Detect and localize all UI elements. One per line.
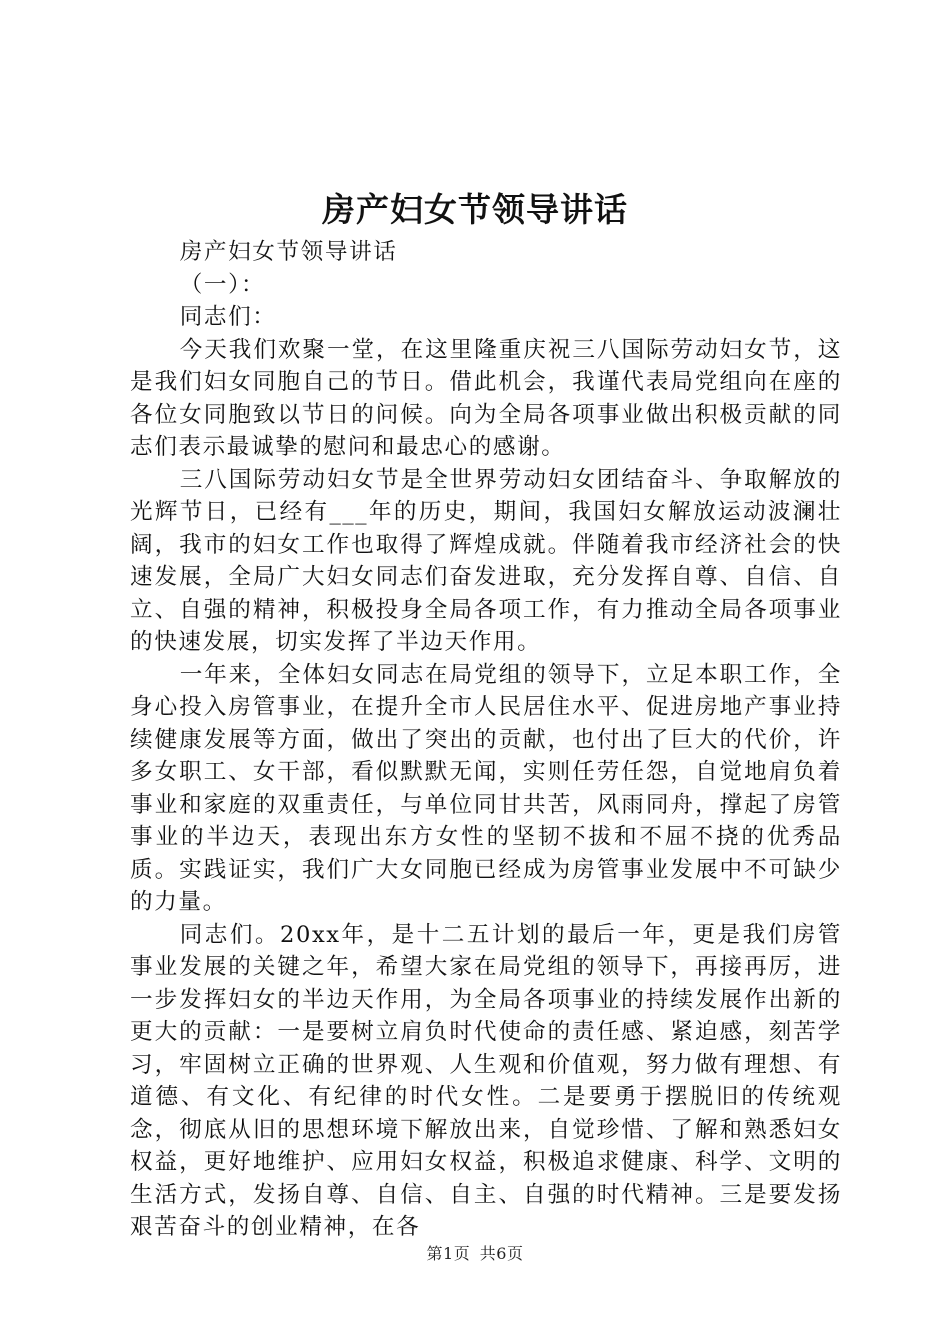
paragraph-opening: 今天我们欢聚一堂，在这里隆重庆祝三八国际劳动妇女节，这是我们妇女同胞自己的节日。借此机会，我谨代表局党组向在座的各位女同胞致以节日的问候。向为全局各项事业做出积极贡献的同志们表示最诚挚的慰问和最忠心的感谢。 <box>130 336 842 460</box>
document-body <box>130 236 842 1244</box>
paragraph-history: 三八国际劳动妇女节是全世界劳动妇女团结奋斗、争取解放的光辉节日，已经有___年的历史，期间，我国妇女解放运动波澜壮阔，我市的妇女工作也取得了辉煌成就。伴随着我市经济社会的快速发展，全局广大妇女同志们奋发进取，充分发挥自尊、自信、自立、自强的精神，积极投身全局各项工作，有力推动全局各项事业的快速发展，切实发挥了半边天作用。 <box>130 466 842 655</box>
page-footer <box>0 1242 950 1266</box>
paragraph-salutation: 同志们： <box>179 304 277 330</box>
paragraph-section-number: （一）： <box>179 271 266 298</box>
paragraph-expectations: 同志们。20xx年，是十二五计划的最后一年，更是我们房管事业发展的关键之年，希望大家在局党组的领导下，再接再厉，进一步发挥妇女的半边天作用，为全局各项事业的持续发展作出新的更大的贡献：一是要树立肩负时代使命的责任感、紧迫感，刻苦学习，牢固树立正确的世界观、人生观和价值观，努力做有理想、有道德、有文化、有纪律的时代女性。二是要勇于摆脱旧的传统观念，彻底从旧的思想环境下解放出来，自觉珍惜、了解和熟悉妇女权益，更好地维护、应用妇女权益，积极追求健康、科学、文明的生活方式，发扬自尊、自信、自主、自强的时代精神。三是要发扬艰苦奋斗的创业精神，在各 <box>130 921 842 1240</box>
paragraph-subtitle: 房产妇女节领导讲话 <box>179 239 398 265</box>
page-total: 共6页 <box>479 1244 524 1263</box>
paragraph-achievements: 一年来，全体妇女同志在局党组的领导下，立足本职工作，全身心投入房管事业，在提升全市人民居住水平、促进房地产事业持续健康发展等方面，做出了突出的贡献，也付出了巨大的代价，许多女职工、女干部，看似默默无闻，实则任劳任怨，自觉地肩负着事业和家庭的双重责任，与单位同甘共苦，风雨同舟，撑起了房管事业的半边天，表现出东方女性的坚韧不拔和不屈不挠的优秀品质。实践证实，我们广大女同胞已经成为房管事业发展中不可缺少的力量。 <box>130 661 842 915</box>
page-number: 第1页 <box>426 1244 471 1263</box>
document-title: 房产妇女节领导讲话 <box>322 190 628 229</box>
